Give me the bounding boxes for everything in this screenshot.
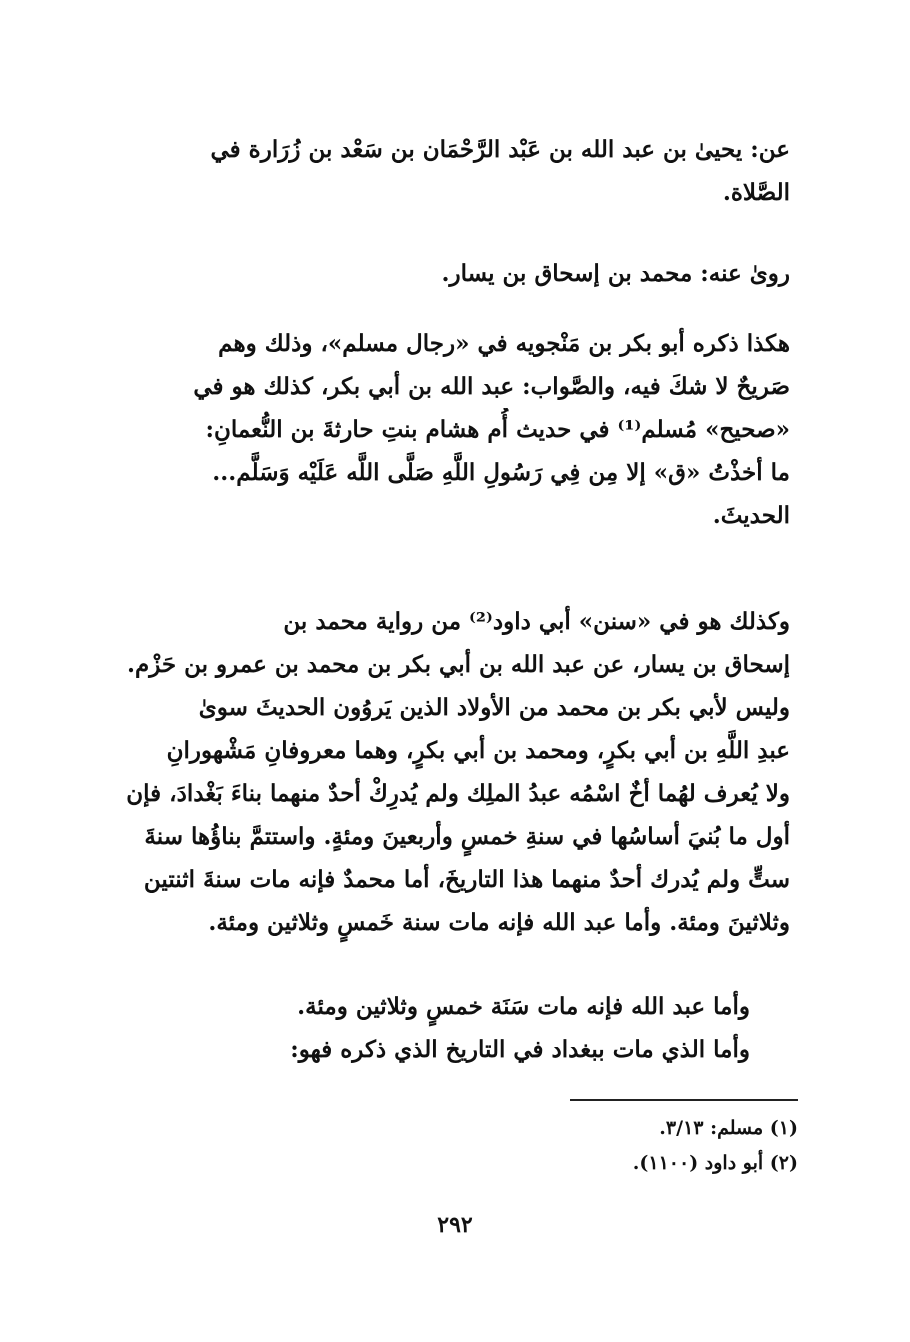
- paragraph-4-line-8: وثلاثينَ ومئة. وأما عبد الله فإنه مات سنة خَمسٍ وثلاثين ومئة.: [208, 909, 790, 936]
- paragraph-2: [90, 252, 790, 295]
- paragraph-1-line-2: الصَّلاة.: [722, 179, 790, 206]
- paragraph-4-line-2: إسحاق بن يسار، عن عبد الله بن أبي بكر بن محمد بن عمرو بن حَزْم.: [126, 651, 790, 678]
- closing-line-2: وأما الذي مات ببغداد في التاريخ الذي ذكره فهو:: [290, 1036, 750, 1063]
- paragraph-3-line-2: صَريحٌ لا شكَ فيه، والصَّواب: عبد الله بن أبي بكر، كذلك هو في: [193, 373, 790, 400]
- closing-line-1: وأما عبد الله فإنه مات سَنَة خمسٍ وثلاثين ومئة.: [297, 993, 750, 1020]
- footnote-divider: [570, 1099, 798, 1101]
- paragraph-4: [90, 600, 790, 944]
- paragraph-3-line-5: الحديثَ.: [712, 502, 790, 529]
- footnote-1: (١) مسلم: ٣/١٣.: [659, 1117, 798, 1139]
- paragraph-1: [90, 128, 790, 214]
- paragraph-3-line-4: ما أخذْتُ «ق» إلا مِن فِي رَسُولِ اللَّهِ صَلَّى اللَّه عَلَيْه وَسَلَّم...: [212, 459, 790, 486]
- paragraph-3-line-1: هكذا ذكره أبو بكر بن مَنْجويه في «رجال مسلم»، وذلك وهم: [218, 330, 790, 357]
- paragraph-2-line-1: روىٰ عنه: محمد بن إسحاق بن يسار.: [441, 260, 790, 287]
- paragraph-4-line-7: ستٍّ ولم يُدرك أحدٌ منهما هذا التاريخَ، أما محمدٌ فإنه مات سنةَ اثنتين: [143, 866, 790, 893]
- footnote-2: (٢) أبو داود (١١٠٠).: [632, 1152, 798, 1174]
- paragraph-4-line-3: وليس لأبي بكر بن محمد من الأولاد الذين يَروُون الحديثَ سوىٰ: [198, 694, 790, 721]
- paragraph-4-line-1: وكذلك هو في «سنن» أبي داود⁽²⁾ من رواية محمد بن: [283, 608, 790, 635]
- paragraph-3-line-3: «صحيح» مُسلم⁽¹⁾ في حديث أُم هشام بنتِ حارثةَ بن النُّعمانِ:: [205, 416, 790, 443]
- paragraph-4-line-6: أول ما بُنيَ أساسُها في سنةِ خمسٍ وأربعينَ ومئةٍ. واستتمَّ بناؤُها سنةَ: [144, 823, 790, 850]
- paragraph-4-line-5: ولا يُعرف لهُما أخٌ اسْمُه عبدُ الملِك ولم يُدرِكْ أحدٌ منهما بناءَ بَغْدادَ، فإن: [126, 780, 790, 807]
- paragraph-4-line-4: عبدِ اللَّهِ بن أبي بكرٍ، ومحمد بن أبي بكرٍ، وهما معروفانِ مَشْهورانِ: [166, 737, 790, 764]
- page-number: ٢٩٢: [437, 1212, 473, 1238]
- paragraph-1-line-1: عن: يحيىٰ بن عبد الله بن عَبْد الرَّحْمَان بن سَعْد بن زُرَارة في: [210, 136, 790, 163]
- paragraph-3: [90, 322, 790, 537]
